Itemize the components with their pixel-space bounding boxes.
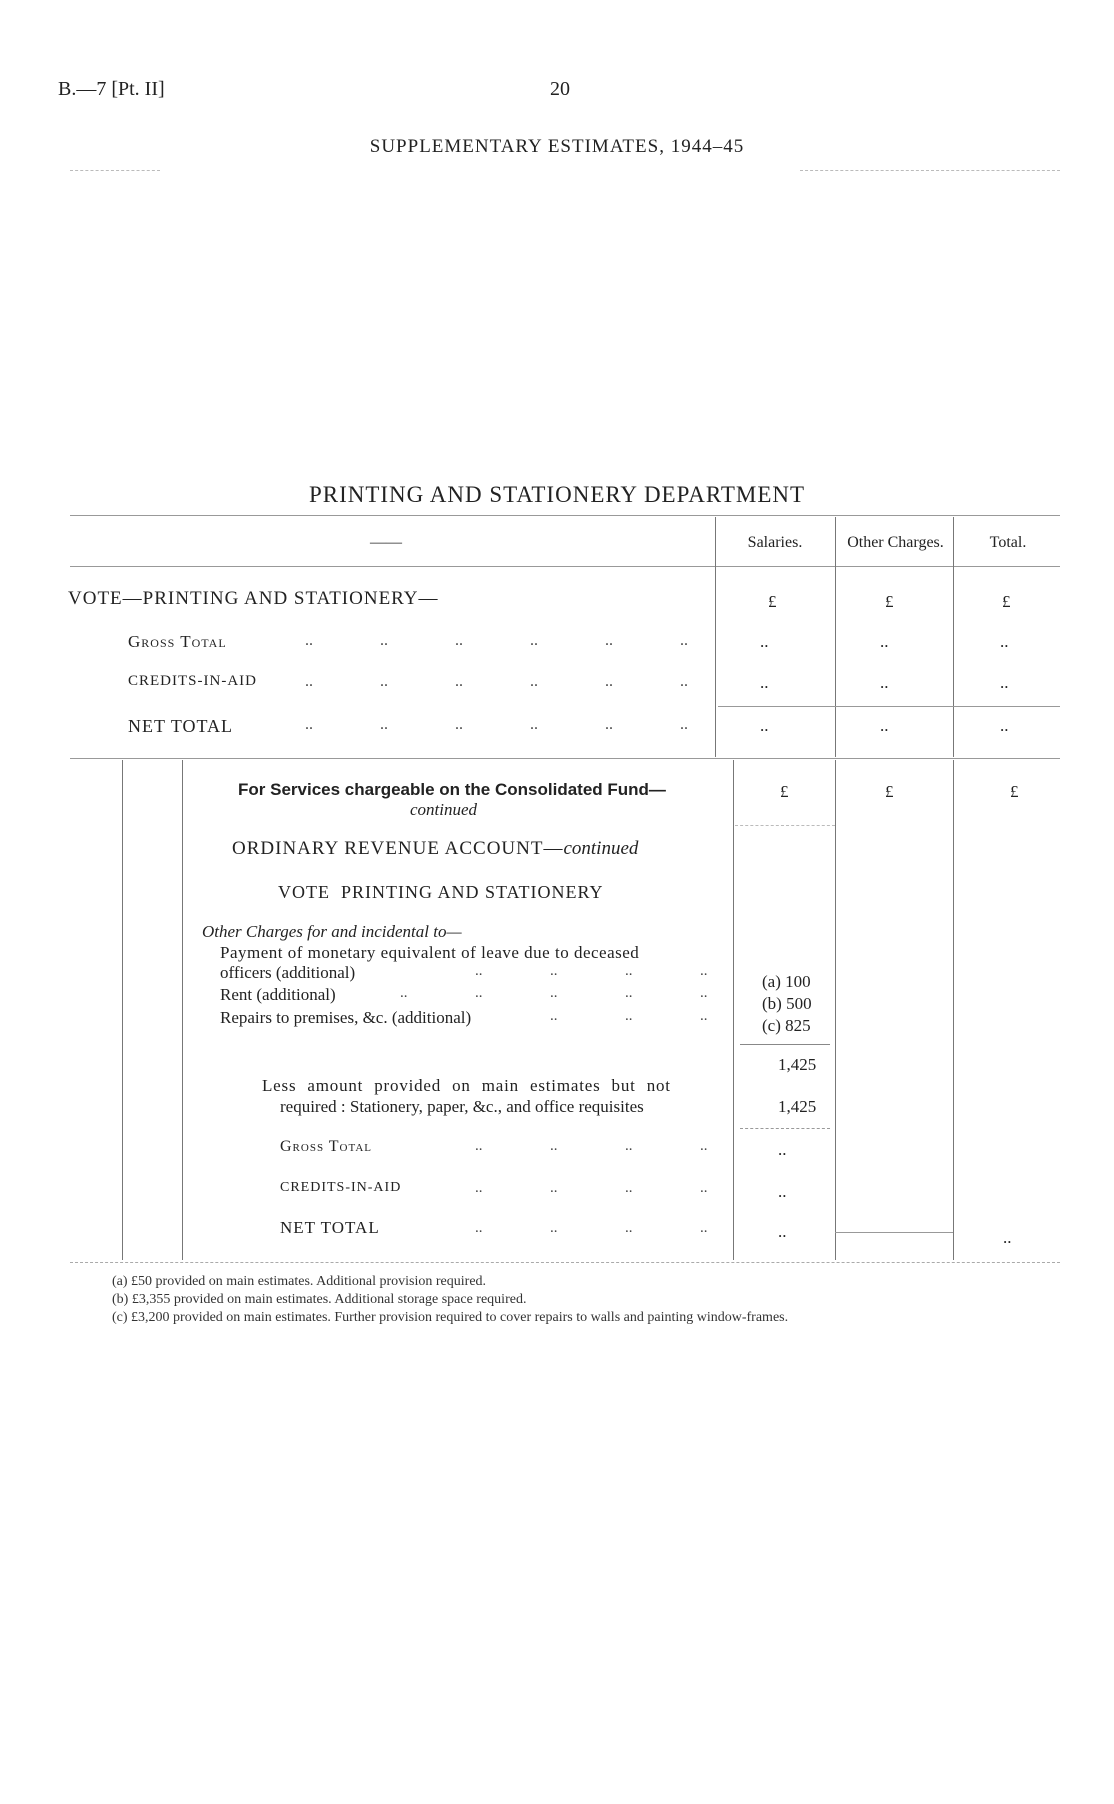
- vote-net-salaries: ..: [760, 716, 769, 735]
- footnote-rule: [70, 1262, 1060, 1263]
- item-leave-line2: officers (additional): [220, 963, 356, 982]
- column-divider-other: [835, 517, 836, 757]
- account-title: ORDINARY REVENUE ACCOUNT—continued: [232, 838, 639, 859]
- less-rule: [740, 1128, 830, 1129]
- leader-dots: .. .. .. .. .. ..: [305, 632, 688, 649]
- leader-dots: .. .. .. ..: [475, 1138, 708, 1154]
- vote-currency-other: £: [885, 592, 894, 611]
- other-charges-heading: Other Charges for and incidental to—: [202, 922, 462, 941]
- vote-gross-total: ..: [1000, 632, 1009, 651]
- column-header-blank: ——: [370, 534, 402, 551]
- leader-dots: .. .. .. .. .. ..: [305, 673, 688, 690]
- subtotal-amount: 1,425: [778, 1055, 817, 1074]
- column-header-salaries: Salaries.: [747, 534, 803, 551]
- vote-gross-salaries: ..: [760, 632, 769, 651]
- leader-dots: .. .. .. .. .. ..: [305, 716, 688, 733]
- item-rent-amount: (b) 500: [762, 994, 812, 1013]
- column-header-other-charges: Other Charges.: [847, 534, 944, 551]
- vote-currency-salaries: £: [768, 592, 777, 611]
- detail-divider-other: [835, 760, 836, 1260]
- section-rule: [70, 758, 1060, 759]
- detail-currency-salaries: £: [780, 782, 789, 801]
- header-rule-right: [800, 170, 1060, 171]
- detail-net-total-label: NET TOTAL: [280, 1218, 380, 1237]
- net-total-rule: [718, 706, 1060, 707]
- vote-gross-total-label: Gross Total: [128, 632, 227, 651]
- less-provided-line2: required : Stationery, paper, &c., and office requisites: [280, 1097, 644, 1116]
- detail-gross-total-label: Gross Total: [280, 1138, 373, 1155]
- vote-credits-other: ..: [880, 673, 889, 692]
- item-leave-amount: (a) 100: [762, 972, 811, 991]
- page-title: SUPPLEMENTARY ESTIMATES, 1944–45: [369, 136, 745, 157]
- less-provided-amount: 1,425: [778, 1097, 817, 1116]
- detail-net-rule: [835, 1232, 953, 1233]
- vote-currency-total: £: [1002, 592, 1011, 611]
- item-repairs-label: Repairs to premises, &c. (additional): [220, 1008, 472, 1027]
- subtotal-rule: [740, 1044, 830, 1045]
- detail-heading-continued: continued: [410, 800, 478, 819]
- table-header-rule: [70, 566, 1060, 567]
- detail-credits-salaries: ..: [778, 1182, 787, 1201]
- vote-net-other: ..: [880, 716, 889, 735]
- detail-gross-salaries: ..: [778, 1140, 787, 1159]
- detail-currency-total: £: [1010, 782, 1019, 801]
- vote-credits-total: ..: [1000, 673, 1009, 692]
- vote-net-total-label: NET TOTAL: [128, 716, 234, 736]
- column-divider-total: [953, 517, 954, 757]
- vote-title: VOTE—PRINTING AND STATIONERY—: [68, 588, 439, 609]
- department-heading: PRINTING AND STATIONERY DEPARTMENT: [308, 482, 806, 507]
- leader-dots: .. .. .. ..: [475, 1180, 708, 1196]
- item-rent-label: Rent (additional): [220, 985, 336, 1004]
- leader-dots: .. .. .. ..: [475, 963, 708, 979]
- vote-credits-label: CREDITS-IN-AID: [128, 673, 257, 689]
- detail-currency-other: £: [885, 782, 894, 801]
- footnote-c: (c) £3,200 provided on main estimates. Further provision required to cover repairs to walls and painting window-frames.: [112, 1310, 789, 1325]
- detail-credits-label: CREDITS-IN-AID: [280, 1180, 402, 1195]
- detail-divider-total: [953, 760, 954, 1260]
- column-header-total: Total.: [989, 534, 1027, 551]
- vote-credits-salaries: ..: [760, 673, 769, 692]
- item-leave-line1: Payment of monetary equivalent of leave due to deceased: [220, 943, 640, 962]
- leader-dots: .. .. .. .. ..: [400, 985, 708, 1001]
- table-top-rule: [70, 515, 1060, 516]
- detail-net-salaries: ..: [778, 1222, 787, 1241]
- page-number: 20: [550, 78, 570, 100]
- footnote-a: (a) £50 provided on main estimates. Additional provision required.: [112, 1274, 487, 1289]
- detail-heading: For Services chargeable on the Consolidated Fund—: [238, 780, 666, 799]
- detail-margin-rule-1: [122, 760, 123, 1260]
- header-rule-left: [70, 170, 160, 171]
- detail-net-total: ..: [1003, 1228, 1012, 1247]
- detail-margin-rule-2: [182, 760, 183, 1260]
- document-reference: B.—7 [Pt. II]: [58, 78, 165, 100]
- less-provided-line1: Less amount provided on main estimates but not: [262, 1076, 671, 1095]
- vote-gross-other: ..: [880, 632, 889, 651]
- item-repairs-amount: (c) 825: [762, 1016, 811, 1035]
- footnote-b: (b) £3,355 provided on main estimates. Additional storage space required.: [112, 1292, 527, 1307]
- leader-dots: .. .. ..: [550, 1008, 708, 1024]
- vote-subheading: VOTE PRINTING AND STATIONERY: [278, 882, 604, 902]
- detail-heading-rule: [735, 825, 835, 826]
- vote-net-total: ..: [1000, 716, 1009, 735]
- leader-dots: .. .. .. ..: [475, 1220, 708, 1236]
